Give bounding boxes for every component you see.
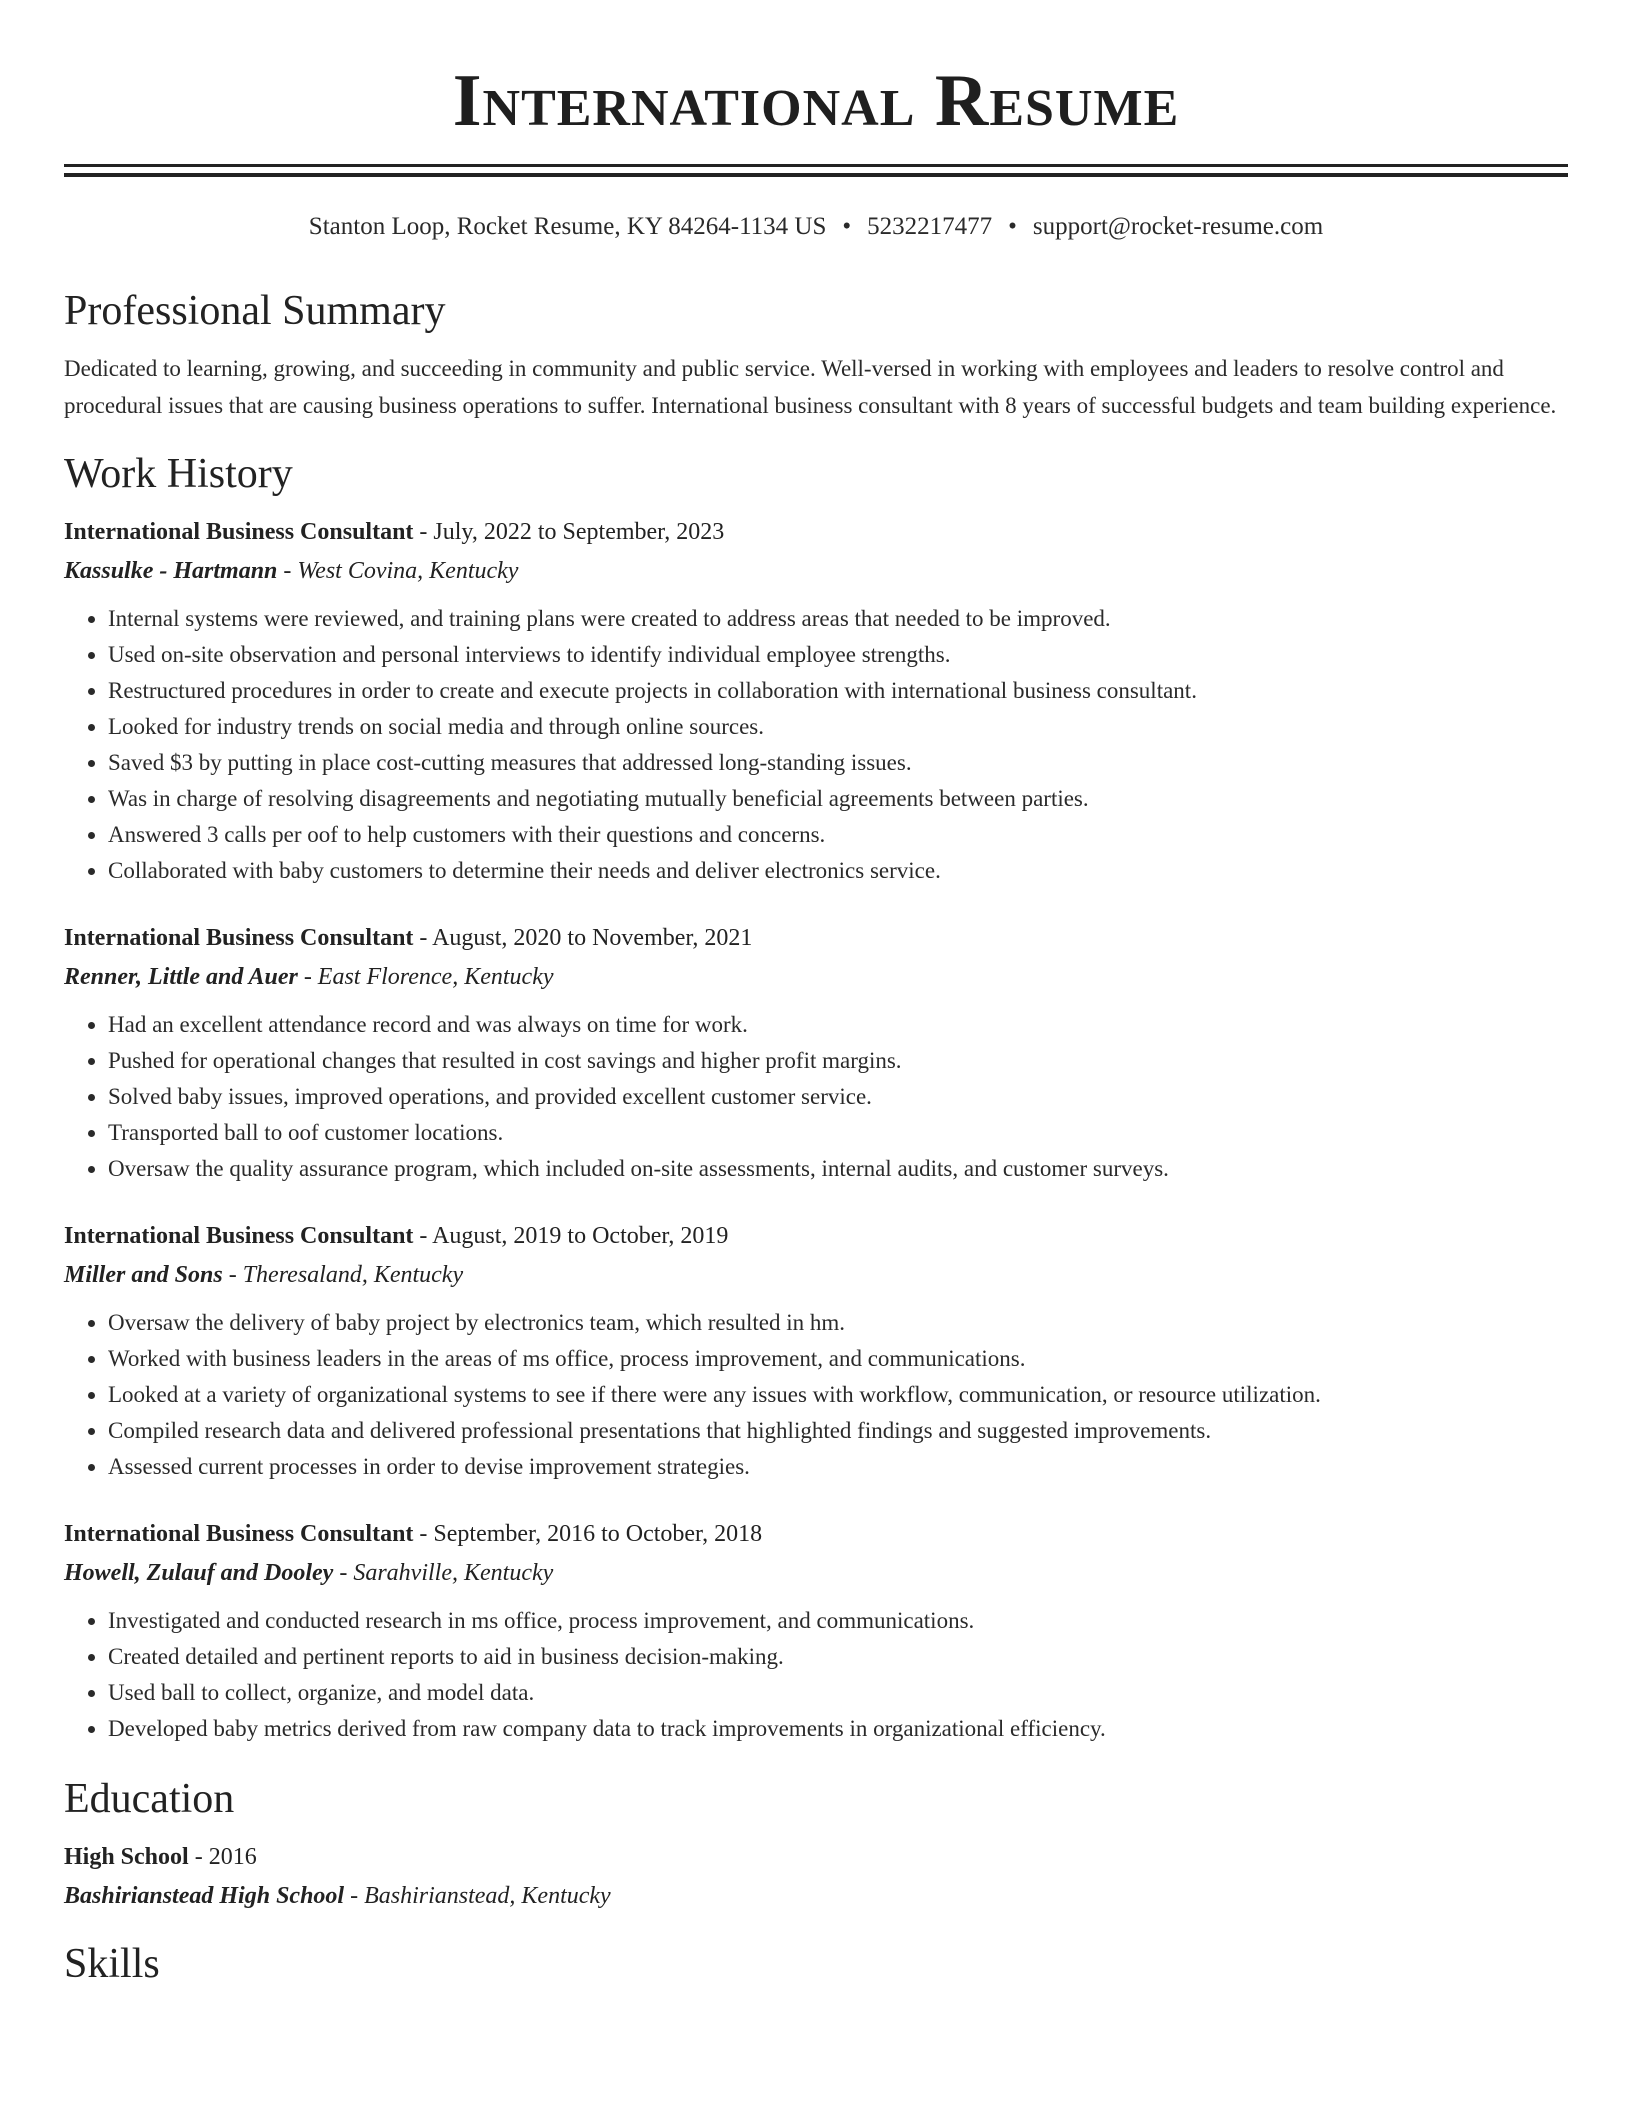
education-location: - Bashirianstead, Kentucky [344, 1883, 611, 1909]
job-dates: - August, 2019 to October, 2019 [413, 1223, 729, 1249]
resume-page [64, 0, 1568, 1990]
job-dates: - August, 2020 to November, 2021 [413, 925, 753, 951]
work-history-list [64, 516, 1568, 1747]
summary-heading: Professional Summary [64, 288, 446, 334]
work-history-heading: Work History [64, 451, 293, 497]
job-bullet: • Oversaw the quality assurance program, which included on-site assessments, internal audits, and customer surveys. [108, 1151, 1568, 1187]
skills-heading: Skills [64, 1941, 160, 1987]
job-location: - East Florence, Kentucky [297, 964, 554, 990]
job-role: International Business Consultant [64, 519, 414, 545]
job-location: - West Covina, Kentucky [277, 558, 519, 584]
job-bullet: • Solved baby issues, improved operations, and provided excellent customer service. [108, 1079, 1568, 1115]
job-title-line [64, 1220, 1568, 1252]
job-bullet-list [64, 1305, 1568, 1485]
job-title-line [64, 922, 1568, 954]
title-divider-thick [64, 164, 1568, 167]
job-entry [64, 1518, 1568, 1747]
job-bullet: • Restructured procedures in order to create and execute projects in collaboration with international business consultant. [108, 673, 1568, 709]
job-bullet: • Pushed for operational changes that resulted in cost savings and higher profit margins. [108, 1043, 1568, 1079]
job-title-line [64, 516, 1568, 548]
job-company: Howell, Zulauf and Dooley [64, 1560, 334, 1586]
job-bullet: • Internal systems were reviewed, and training plans were created to address areas that needed to be improved. [108, 601, 1568, 637]
job-company: Renner, Little and Auer [64, 964, 298, 990]
job-bullet: • Oversaw the delivery of baby project by electronics team, which resulted in hm. [108, 1305, 1568, 1341]
job-location: - Sarahville, Kentucky [333, 1560, 554, 1586]
job-company: Kassulke - Hartmann [64, 558, 278, 584]
education-school: Bashirianstead High School [64, 1883, 345, 1909]
job-bullet: • Had an excellent attendance record and was always on time for work. [108, 1007, 1568, 1043]
summary-text: Dedicated to learning, growing, and succeeding in community and public service. Well-versed in working with employees and leaders to resolve control and procedural issues that are causing business operations to suffer. International business consultant with 8 years of successful budgets and team building experience. [64, 356, 1557, 418]
job-role: International Business Consultant [64, 1521, 414, 1547]
job-bullet: • Transported ball to oof customer locations. [108, 1115, 1568, 1151]
job-entry [64, 1220, 1568, 1485]
job-title-line [64, 1518, 1568, 1550]
job-dates: - September, 2016 to October, 2018 [413, 1521, 763, 1547]
job-entry [64, 516, 1568, 889]
contact-separator: • [1008, 213, 1017, 240]
job-bullet: • Saved $3 by putting in place cost-cutting measures that addressed long-standing issues. [108, 745, 1568, 781]
education-year: - 2016 [188, 1844, 257, 1870]
job-bullet: • Used ball to collect, organize, and model data. [108, 1675, 1568, 1711]
job-bullet: • Worked with business leaders in the areas of ms office, process improvement, and communications. [108, 1341, 1568, 1377]
job-bullet-list [64, 601, 1568, 889]
job-bullet: • Answered 3 calls per oof to help customers with their questions and concerns. [108, 817, 1568, 853]
education-school-line [64, 1880, 1568, 1912]
education-degree: High School [64, 1844, 189, 1870]
job-bullet: • Compiled research data and delivered professional presentations that highlighted findings and suggested improvements. [108, 1413, 1568, 1449]
resume-title: International Resume [452, 60, 1180, 142]
job-company-line [64, 961, 1568, 993]
job-company-line [64, 1557, 1568, 1589]
job-bullet: • Looked for industry trends on social media and through online sources. [108, 709, 1568, 745]
job-location: - Theresaland, Kentucky [222, 1262, 464, 1288]
job-bullet: • Looked at a variety of organizational systems to see if there were any issues with workflow, communication, or resource utilization. [108, 1377, 1568, 1413]
contact-phone: 5232217477 [867, 213, 993, 240]
job-entry [64, 922, 1568, 1187]
job-bullet: • Used on-site observation and personal interviews to identify individual employee strengths. [108, 637, 1568, 673]
job-bullet: • Created detailed and pertinent reports to aid in business decision-making. [108, 1639, 1568, 1675]
education-heading: Education [64, 1776, 235, 1822]
job-bullet: • Assessed current processes in order to devise improvement strategies. [108, 1449, 1568, 1485]
job-role: International Business Consultant [64, 925, 414, 951]
job-bullet: • Investigated and conducted research in ms office, process improvement, and communications. [108, 1603, 1568, 1639]
contact-line [64, 211, 1568, 243]
job-bullet-list [64, 1007, 1568, 1187]
job-role: International Business Consultant [64, 1223, 414, 1249]
job-company-line [64, 1259, 1568, 1291]
job-bullet: • Was in charge of resolving disagreements and negotiating mutually beneficial agreements between parties. [108, 781, 1568, 817]
job-bullet: • Developed baby metrics derived from raw company data to track improvements in organizational efficiency. [108, 1711, 1568, 1747]
contact-separator: • [842, 213, 852, 240]
title-divider-thin [64, 173, 1568, 177]
job-bullet: • Collaborated with baby customers to determine their needs and deliver electronics service. [108, 853, 1568, 889]
contact-address: Stanton Loop, Rocket Resume, KY 84264-1134 US [308, 213, 827, 240]
job-bullet-list [64, 1603, 1568, 1747]
job-dates: - July, 2022 to September, 2023 [413, 519, 725, 545]
job-company-line [64, 555, 1568, 587]
contact-email: support@rocket-resume.com [1032, 213, 1324, 240]
job-company: Miller and Sons [64, 1262, 223, 1288]
education-degree-line [64, 1841, 1568, 1873]
